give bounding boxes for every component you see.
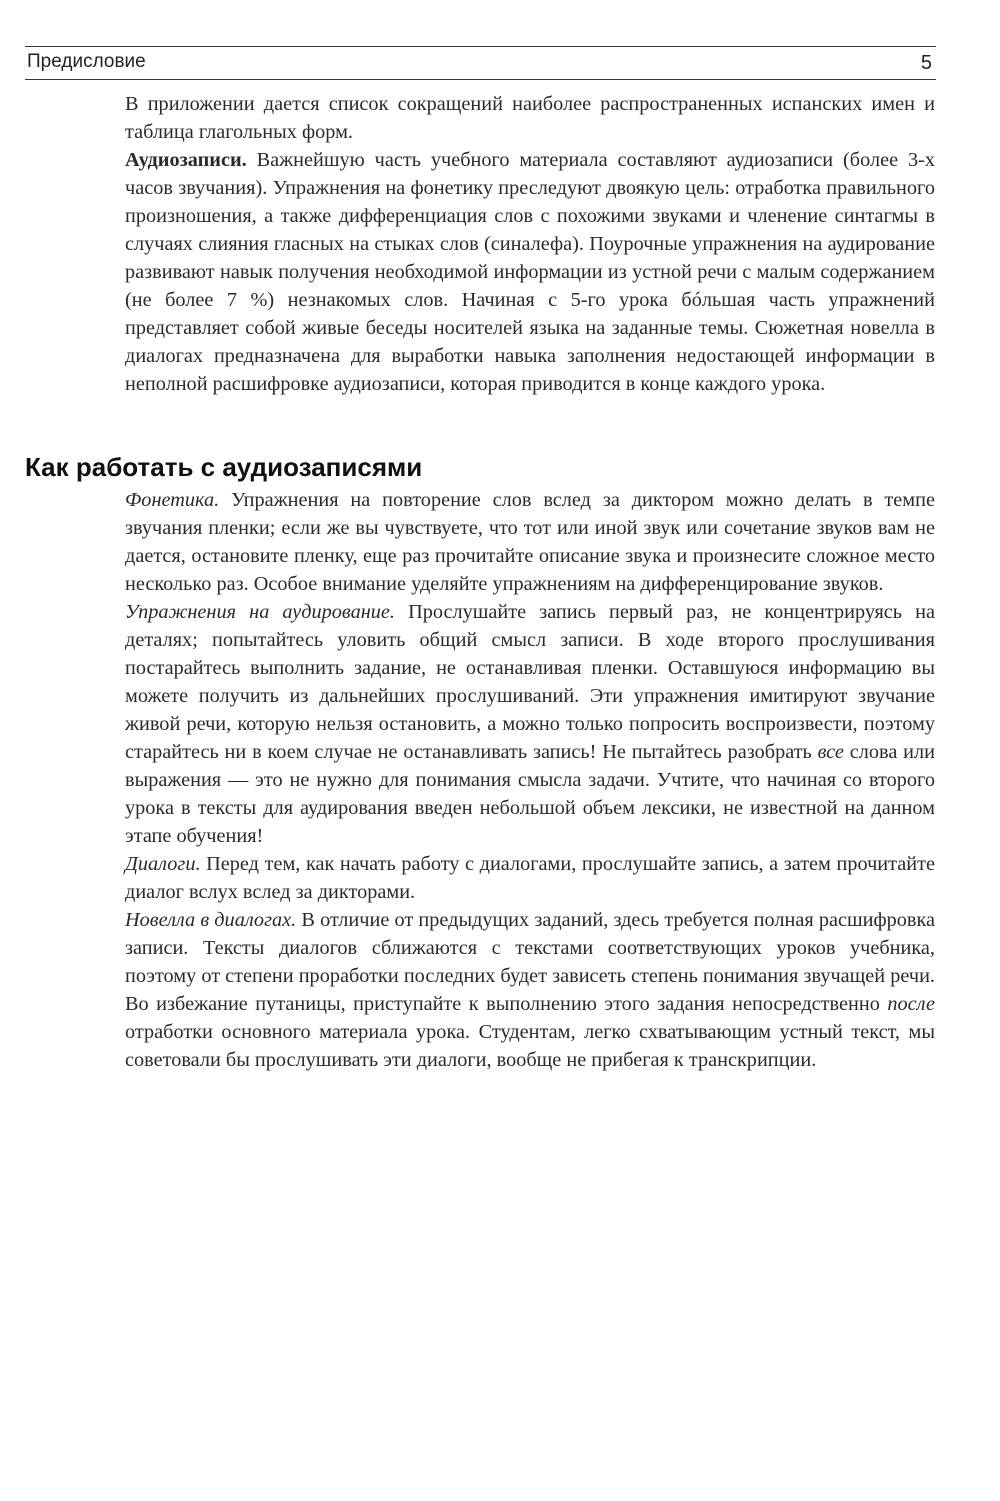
dialogues-paragraph [125,850,935,906]
novella-paragraph [125,906,935,1074]
listening-text-part-1: Прослушайте запись первый раз, не концентрируясь на деталях; попытайтесь уловить общий смысл записи. В ходе второго прослушивания постарайтесь выполнить задание, не останавливая пленки. Оставшуюся информацию вы можете получить из дальнейших прослушиваний. Эти упражнения имитируют звучание живой речи, которую нельзя остановить, а можно только попросить воспроизвести, поэтому старайтесь ни в коем случае не останавливать запись! Не пытайтесь разобрать [125,601,935,763]
novella-text-part-2: отработки основного материала урока. Студентам, легко схватывающим устный текст, мы советовали бы прослушивать эти диалоги, вообще не прибегая к транскрипции. [125,1021,935,1071]
audio-recordings-paragraph [125,146,935,398]
listening-emphasis: все [817,741,844,763]
phonetics-lead: Фонетика. [125,489,220,511]
novella-lead: Новелла в диалогах. [125,909,297,931]
section-heading: Как работать с аудиозаписями [25,452,423,482]
dialogues-lead: Диалоги. [125,853,201,875]
listening-lead: Упражнения на аудирование. [125,601,395,623]
appendix-paragraph-text: В приложении дается список сокращений наиболее распространенных испанских имен и таблица глагольных форм. [125,93,935,143]
listening-paragraph [125,598,935,850]
instructions-text-block [125,486,935,1074]
audio-recordings-lead: Аудиозаписи. [125,149,247,171]
listening-text-part-2: слова или выражения — это не нужно для понимания смысла задачи. Учтите, что начиная со второго урока в тексты для аудирования введен небольшой объем лексики, не известной на данном этапе обучения! [125,741,935,847]
phonetics-text: Упражнения на повторение слов вслед за диктором можно делать в темпе звучания пленки; если же вы чувствуете, что тот или иной звук или сочетание звуков вам не дается, остановите пленку, еще раз прочитайте описание звука и произнесите сложное место несколько раз. Особое внимание уделяйте упражнениям на дифференцирование звуков. [125,489,935,595]
page-number: 5 [920,52,932,74]
dialogues-text: Перед тем, как начать работу с диалогами, прослушайте запись, а затем прочитайте диалог вслух вслед за дикторами. [125,853,935,903]
running-head-section-title: Предисловие [27,51,146,72]
running-head [25,46,936,80]
appendix-paragraph [125,90,935,146]
intro-text-block [125,90,935,398]
phonetics-paragraph [125,486,935,598]
novella-text-part-1: В отличие от предыдущих заданий, здесь требуется полная расшифровка записи. Тексты диалогов сближаются с текстами соответствующих уроков учебника, поэтому от степени проработки последних будет зависеть степень понимания звучащей речи. Во избежание путаницы, приступайте к выполнению этого задания непосредственно [125,909,935,1015]
audio-recordings-text: Важнейшую часть учебного материала составляют аудиозаписи (более 3-х часов звучания). Упражнения на фонетику преследуют двоякую цель: отработка правильного произношения, а также дифференциация слов с похожими звуками и членение синтагмы в случаях слияния гласных на стыках слов (синалефа). Поурочные упражнения на аудирование развивают навык получения необходимой информации из устной речи с малым содержанием (не более 7 %) незнакомых слов. Начиная с 5-го урока бóльшая часть упражнений представляет собой живые беседы носителей языка на заданные темы. Сюжетная новелла в диалогах предназначена для выработки навыка заполнения недостающей информации в неполной расшифровке аудиозаписи, которая приводится в конце каждого урока. [125,149,935,395]
novella-emphasis: после [887,993,935,1015]
